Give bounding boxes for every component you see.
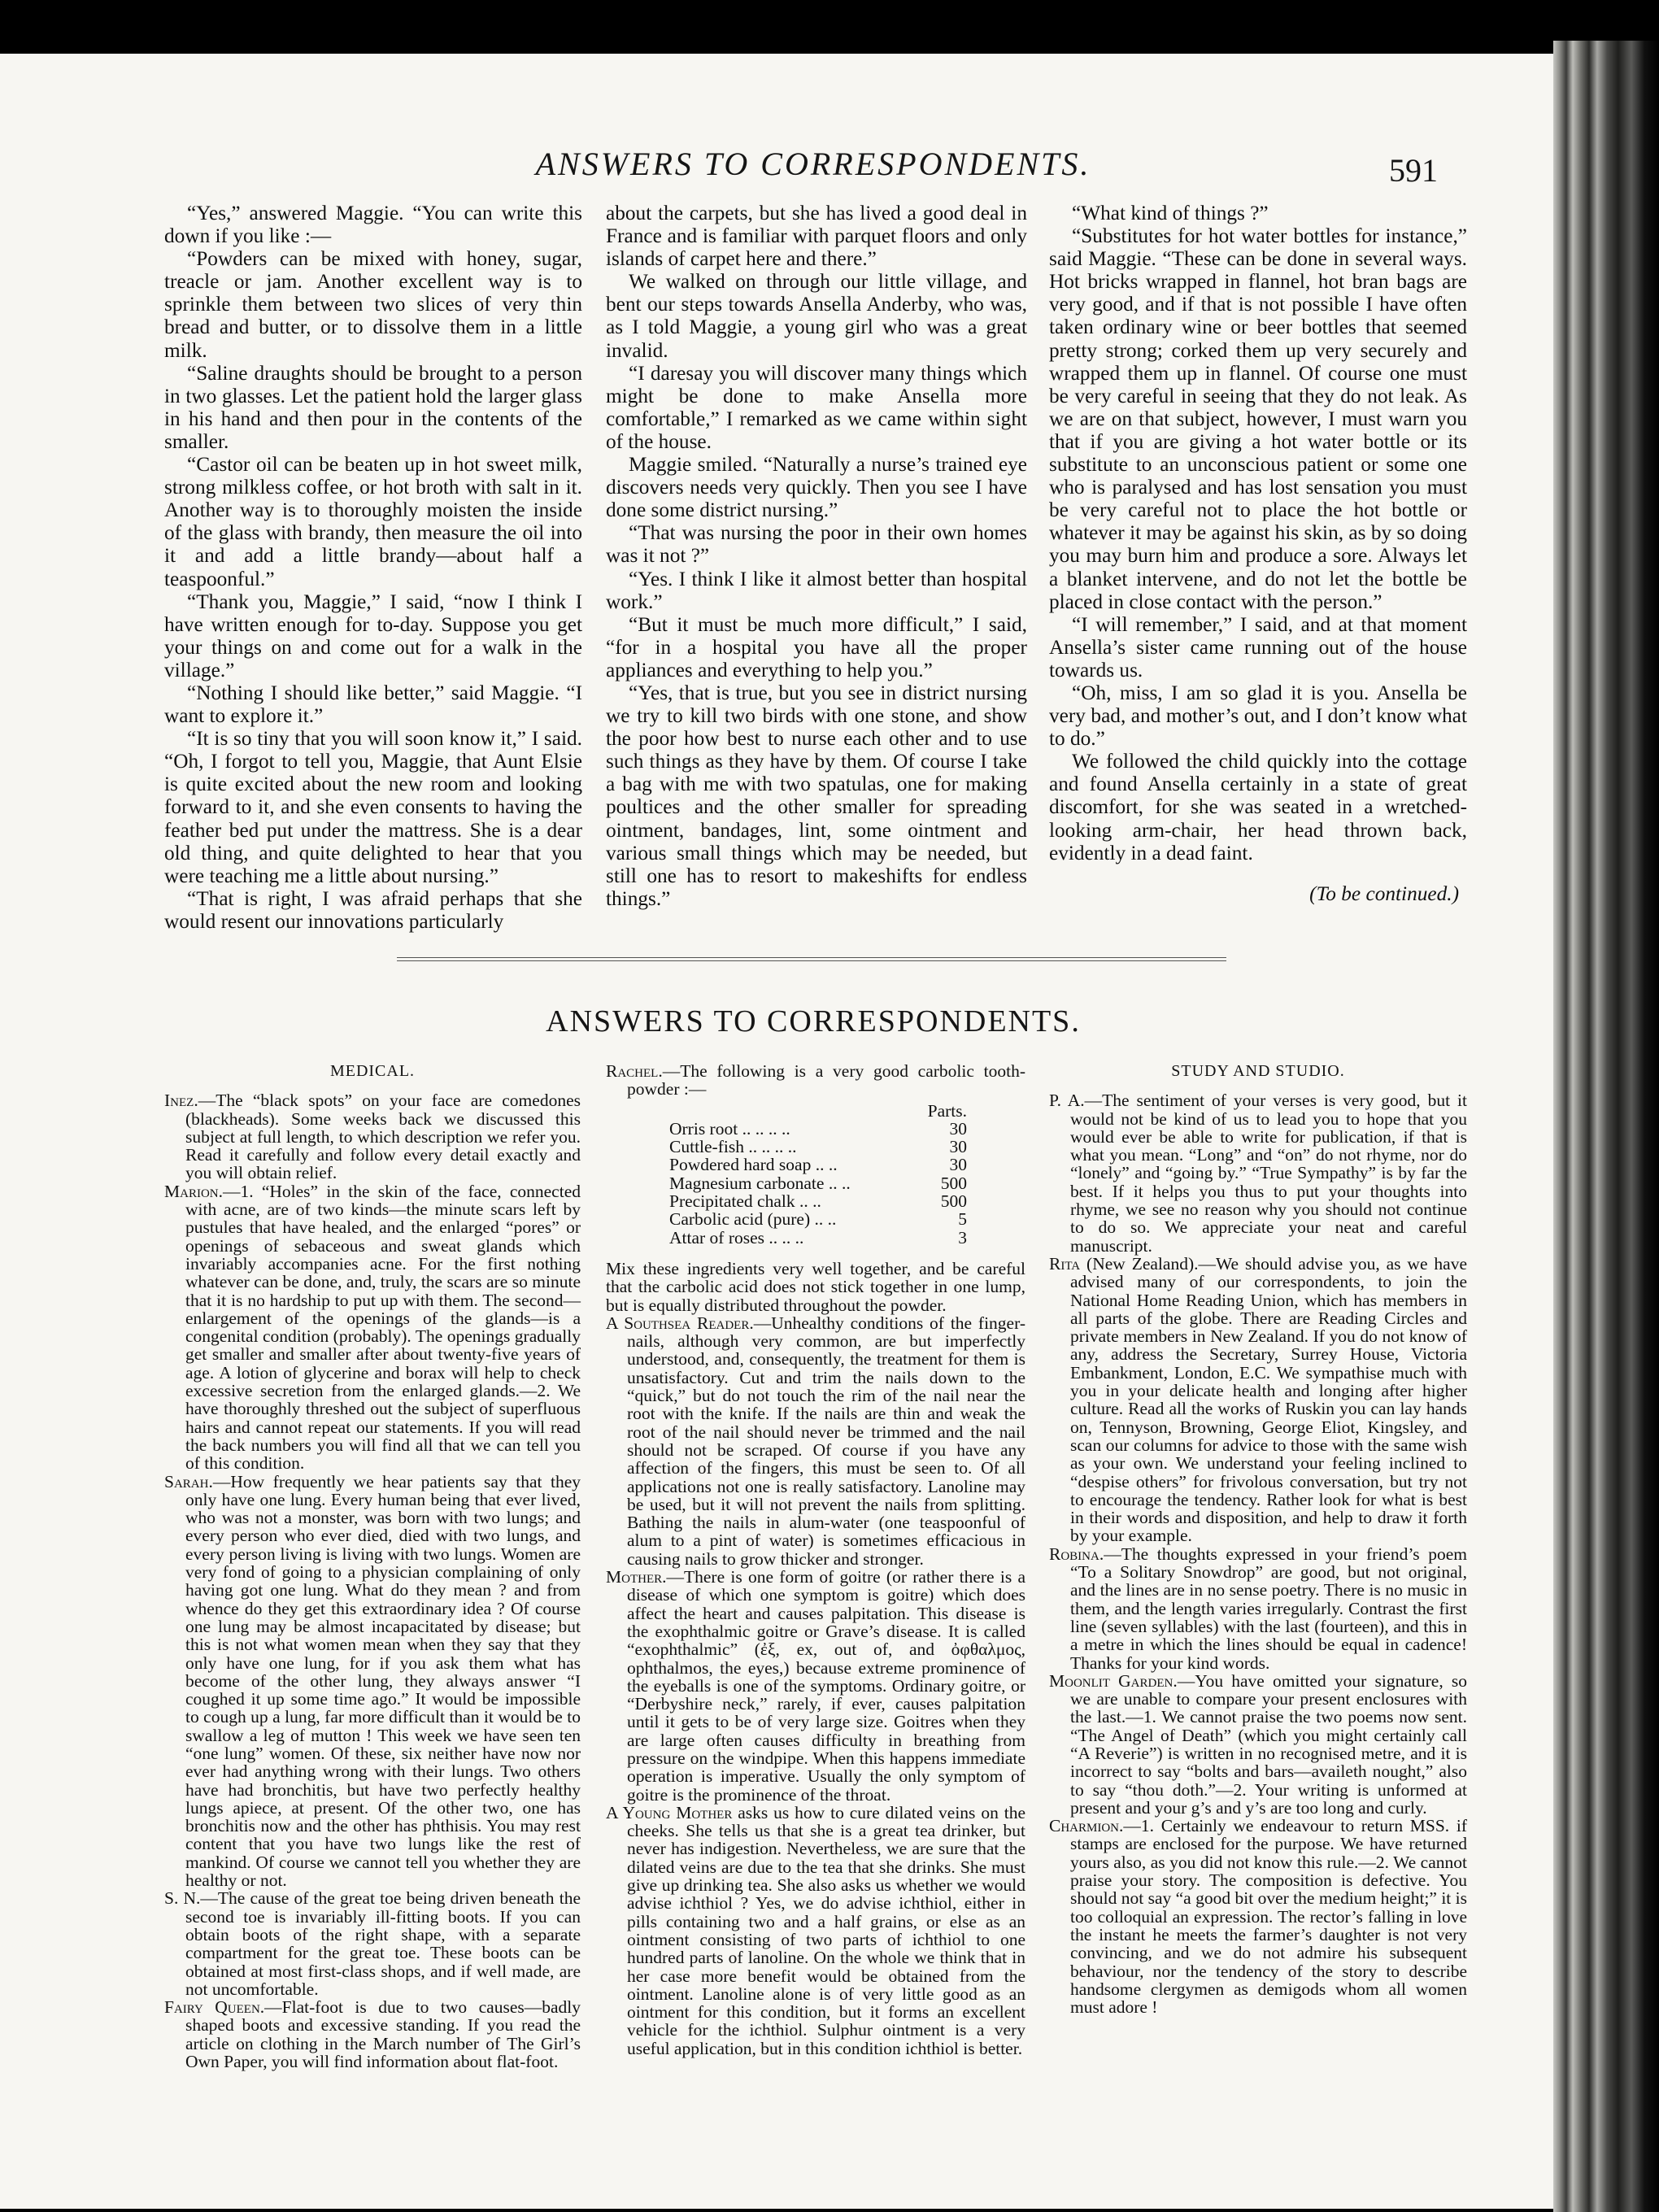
- story-paragraph: Maggie smiled. “Naturally a nurse’s trained eye discovers needs very quickly. Then you see I have done some district nursing.”: [606, 453, 1027, 522]
- answer-entry: [1049, 1545, 1467, 1672]
- story-paragraph: “Substitutes for hot water bottles for instance,” said Maggie. “These can be done in several ways. Hot bricks wrapped in flannel, hot bran bags are very good, and if that is not possible I have often taken ordinary wine or beer bottles that seemed pretty strong; corked them up very securely and wrapped them up in flannel. Of course one must be very careful in seeing that they do not leak. As we are on that subject, however, I must warn you that if you are giving a hot water bottle or its substitute to an unconscious patient or some one who is paralysed and has lost sensation you must be very careful not to place the hot bottle or whatever it may be against his skin, as by so doing you may burn him and produce a sore. Always let a blanket intervene, and do not let the bottle be placed in close contact with the person.”: [1049, 224, 1467, 613]
- recipe-qty: 500: [940, 1191, 967, 1212]
- answer-entry: [1049, 1255, 1467, 1545]
- story-paragraph: “What kind of things ?”: [1072, 202, 1269, 224]
- recipe-qty: 5: [958, 1209, 967, 1230]
- recipe-item: Powdered hard soap .. ..: [669, 1155, 838, 1175]
- recipe-item: Precipitated chalk .. ..: [669, 1191, 821, 1212]
- correspondent-name: Charmion.: [1049, 1816, 1124, 1836]
- story-paragraph: “Yes,” answered Maggie. “You can write this down if you like :—: [164, 202, 582, 248]
- correspondent-name: P. A.: [1049, 1091, 1085, 1111]
- recipe-table: [669, 1102, 967, 1247]
- recipe-parts-header: Parts.: [927, 1100, 967, 1121]
- answer-text: —You have omitted your signature, so we are unable to compare your present enclosures with the last.—1. We cannot praise the two poems now sent. “The Angel of Death” (which you might certainly call “A Reverie”) is written in no recognised metre, and it is incorrect to say “bolts and bars—availeth nought,” also to say “thou doth.”—2. Your writing is unformed at present and your g’s and y’s are too long and curly.: [1070, 1670, 1467, 1818]
- story-paragraph: “I daresay you will discover many things which might be done to make Ansella more comfortable,” I remarked as we came within sight of the house.: [606, 361, 1027, 453]
- recipe-row: [669, 1192, 967, 1210]
- recipe-instructions: Mix these ingredients very well together, and be careful that the carbolic acid does not stick together in one lump, but is equally distributed throughout the powder.: [606, 1258, 1025, 1315]
- answer-text: —The “black spots” on your face are comedones (blackheads). Some weeks back we discussed this subject at full length, to which description we refer you. Read it carefully and follow every detail exactly and you will obtain relief.: [185, 1091, 581, 1183]
- middle-answers-column: [606, 1062, 1025, 2057]
- recipe-qty: 500: [940, 1173, 967, 1193]
- answer-entry: [164, 1473, 581, 1890]
- story-paragraph: “That was nursing the poor in their own homes was it not ?”: [606, 521, 1027, 568]
- answer-entry: [1049, 1091, 1467, 1255]
- story-paragraph: We followed the child quickly into the cottage and found Ansella certainly in a state of great discomfort, for she was seated in a wretched-looking arm-chair, her head thrown back, evidently in a dead faint.: [1049, 750, 1467, 864]
- answer-text: —1. Certainly we endeavour to return MSS. if stamps are enclosed for the purpose. We have returned yours also, as you did not know this rule.—2. We cannot praise your story. The composition is defective. You should not say “a good bit over the medium height;” it is too colloquial an expression. The rector’s falling in love the instant he meets the farmer’s daughter is not very convincing, and we do not admire his subsequent behaviour, nor the tendency of the story to describe handsome clergymen as demigods whom all women must adore !: [1070, 1816, 1467, 2018]
- answer-entry: [164, 1182, 581, 1473]
- answer-text: asks us how to cure dilated veins on the cheeks. She tells us that she is a great tea drinker, but never has indigestion. Nevertheless, we are sure that the dilated veins are due to the tea that she drinks. She must give up drinking tea. She also asks us whether we would advise ichthiol ? Yes, we do advise ichthiol, either in pills containing two and a half grains, or else as an ointment consisting of two parts of ichthiol to one hundred parts of lanoline. On the whole we think that in her case more benefit would be obtained from the ointment. Lanoline alone is of very little good as an ointment for this condition, but it forms an excellent vehicle for the ichthiol. Sulphur ointment is a very useful application, but in this condition ichthiol is better.: [627, 1802, 1026, 2058]
- correspondent-name: A Young Mother: [606, 1802, 733, 1822]
- recipe-item: Magnesium carbonate .. ..: [669, 1173, 851, 1193]
- recipe-row: [669, 1174, 967, 1192]
- story-column-1: [164, 202, 582, 933]
- answer-text: —Unhealthy conditions of the finger-nails, although very common, are but imperfectly understood, and, consequently, the treatment for them is unsatisfactory. Cut and trim the nails down to the “quick,” but do not touch the rim of the nail near the root with the knife. If the nails are thin and weak the root of the nail should never be trimmed and the nail should not be scraped. Of course if you have any affection of the fingers, this must be seen to. Of all applications not one is really satisfactory. Lanoline may be used, but it will not prevent the nails from splitting. Bathing the nails in alum-water (one teaspoonful of alum to a pint of water) is sometimes efficacious in causing nails to grow thicker and stronger.: [627, 1313, 1025, 1569]
- answer-entry: [606, 1804, 1025, 2057]
- correspondent-name: Mother.: [606, 1567, 667, 1587]
- answer-text: —There is one form of goitre (or rather there is a disease of which one symptom is goitre) which does affect the heart and causes palpitation. This disease is the exophthalmic goitre or Grave’s disease. It is called “exophthalmic” (ἐξ, ex, out of, and ὀφθαλμος, ophthalmos, the eyes,) because extreme prominence of the eyeballs is one of the symptoms. Ordinary goitre, or “Derbyshire neck,” rarely, if ever, causes palpitation until it gets to be of very large size. Goitres when they are large often causes difficulty in breathing from pressure on the windpipe. When this happens immediate operation is imperative. Usually the only symptom of goitre is the prominence of the throat.: [627, 1567, 1025, 1805]
- running-header: ANSWERS TO CORRESPONDENTS.: [535, 146, 1091, 182]
- answer-text: —Flat-foot is due to two causes—badly shaped boots and excessive standing. If you read the article on clothing in the March number of The Girl’s Own Paper, you will find information about flat-foot.: [185, 1997, 581, 2072]
- answer-entry: [1049, 1672, 1467, 1817]
- study-and-studio-column: [1049, 1062, 1467, 2016]
- story-paragraph: “Thank you, Maggie,” I said, “now I think I have written enough for to-day. Suppose you get your things on and come out for a walk in the village.”: [164, 590, 582, 681]
- story-paragraph: “Saline draughts should be brought to a person in two glasses. Let the patient hold the larger glass in his hand and then pour in the contents of the smaller.: [164, 361, 582, 453]
- story-column-2: [606, 202, 1027, 910]
- story-paragraph: “Powders can be mixed with honey, sugar, treacle or jam. Another excellent way is to sprinkle them between two slices of very thin bread and butter, or to dissolve them in a little milk.: [164, 247, 582, 362]
- to-be-continued: (To be continued.): [1309, 882, 1459, 905]
- correspondent-name: Rita: [1049, 1253, 1081, 1274]
- answer-entry: [606, 1062, 1025, 1099]
- story-paragraph: “Nothing I should like better,” said Maggie. “I want to explore it.”: [164, 681, 582, 728]
- recipe-row: [669, 1120, 967, 1138]
- correspondent-name: A Southsea Reader.: [606, 1313, 754, 1333]
- answer-entry: [606, 1568, 1025, 1804]
- book-binding-edge: [1553, 41, 1659, 2212]
- story-paragraph: “But it must be much more difficult,” I said, “for in a hospital you have all the proper appliances and everything to help you.”: [606, 612, 1027, 681]
- answer-text: —The sentiment of your verses is very good, but it would not be kind of us to lead you to hope that you would ever be able to write for publication, if that is what you mean. “Long” and “on” do not rhyme, nor do “lonely” and “going by.” “True Sympathy” is by far the best. If it helps you thus to put your thoughts into rhyme, we see no reason why you should not continue to do so. We appreciate your neat and careful manuscript.: [1070, 1091, 1467, 1256]
- recipe-row: [669, 1210, 967, 1228]
- correspondent-name: Moonlit Garden.: [1049, 1670, 1178, 1691]
- answer-text: (New Zealand).—We should advise you, as we have advised many of our correspondents, to join the National Home Reading Union, which has members in all parts of the globe. There are Reading Circles and private members in New Zealand. If you do not know of any, address the Secretary, Surrey House, Victoria Embankment, London, E.C. We sympathise much with you in your delicate health and longing after higher culture. Read all the works of Ruskin you can lay hands on, Tennyson, Browning, George Eliot, Kingsley, and scan our columns for advice to those with the same wish as your own. We understand your feeling inclined to “despise others” for frivolous conversation, but try not to encourage the tendency. Rather look for what is best in their words and disposition, and help to draw it forth by your example.: [1070, 1253, 1467, 1546]
- recipe-item: Orris root .. .. .. ..: [669, 1118, 790, 1139]
- story-paragraph: “Oh, miss, I am so glad it is you. Ansella be very bad, and mother’s out, and I don’t know what to do.”: [1049, 681, 1467, 751]
- recipe-row: [669, 1229, 967, 1247]
- medical-heading: MEDICAL.: [329, 1062, 416, 1080]
- answer-text: —How frequently we hear patients say that they only have one lung. Every human being that ever lived, who was not a monster, was born with two lungs; and every person who ever died, died with two lungs, and every person living is living with two lungs. Women are very fond of going to a physician complaining of only having got one lung. What do they mean ? and from whence do they get this extraordinary idea ? Of course one lung may be almost incapacitated by disease; but this is not what women mean when they say that they only have one lung, for if you ask them what has become of the other lung, they always answer “I coughed it up some time ago.” It would be impossible to cough up a lung, far more difficult than it would be to swallow a leg of mutton ! This week we have seen ten “one lung” women. Of these, six neither have now nor ever had anything wrong with their lungs. Two others have had bronchitis, but have two perfectly healthy lungs apiece, at present. Of the other two, one has bronchitis now and the other has phthisis. You may rest content that you have two lungs like the rest of mankind. Of course we cannot tell you whether they are healthy or not.: [185, 1471, 581, 1891]
- correspondent-name: Fairy Queen.: [164, 1997, 265, 2018]
- section-divider-rule: [397, 957, 1226, 961]
- correspondent-name: Rachel.: [606, 1061, 663, 1081]
- recipe-qty: 30: [949, 1137, 967, 1157]
- answer-entry: [164, 1998, 581, 2070]
- correspondent-name: Inez.: [164, 1091, 198, 1111]
- answer-text: —The following is a very good carbolic tooth-powder :—: [627, 1061, 1025, 1099]
- page-number: 591: [1389, 152, 1438, 189]
- recipe-row: [669, 1138, 967, 1156]
- answer-text: —The cause of the great toe being driven beneath the second toe is invariably ill-fitting boots. If you can obtain boots of the right shape, with a separate compartment for the great toe. These boots can be obtained at most first-class shops, and if well made, are not uncomfortable.: [185, 1888, 581, 1999]
- answer-entry: [1049, 1817, 1467, 2016]
- story-paragraph: “That is right, I was afraid perhaps that she would resent our innovations particularly: [164, 886, 582, 933]
- medical-column: [164, 1062, 581, 2070]
- correspondent-name: Robina.: [1049, 1544, 1104, 1564]
- story-paragraph: about the carpets, but she has lived a good deal in France and is familiar with parquet floors and only islands of carpet here and there.”: [606, 202, 1027, 271]
- answer-entry: [164, 1091, 581, 1182]
- story-paragraph: “It is so tiny that you will soon know it,” I said. “Oh, I forgot to tell you, Maggie, that Aunt Elsie is quite excited about the new room and looking forward to it, and she even consents to having the feather bed put under the mattress. She is a dear old thing, and quite delighted to hear that you were teaching me a little about nursing.”: [164, 727, 582, 887]
- section-title: ANSWERS TO CORRESPONDENTS.: [546, 1004, 1081, 1039]
- story-paragraph: “Yes. I think I like it almost better than hospital work.”: [606, 567, 1027, 613]
- correspondent-name: Marion.: [164, 1181, 223, 1201]
- story-column-3: [1049, 202, 1467, 905]
- story-paragraph: “I will remember,” I said, and at that moment Ansella’s sister came running out of the house towards us.: [1049, 612, 1467, 681]
- answer-entry: [164, 1889, 581, 1998]
- story-paragraph: “Yes, that is true, but you see in district nursing we try to kill two birds with one stone, and show the poor how best to nurse each other and to use such things as they have by them. Of course I take a bag with me with two spatulas, one for making poultices and the other smaller for spreading ointment, bandages, lint, some ointment and various small things which may be needed, but still one has to resort to makeshifts for endless things.”: [606, 681, 1027, 910]
- study-heading: STUDY AND STUDIO.: [1171, 1062, 1345, 1080]
- recipe-item: Carbolic acid (pure) .. ..: [669, 1209, 837, 1230]
- correspondent-name: Sarah.: [164, 1471, 213, 1491]
- correspondent-name: S. N.: [164, 1888, 201, 1909]
- story-paragraph: “Castor oil can be beaten up in hot sweet milk, strong milkless coffee, or hot broth with salt in it. Another way is to thoroughly moisten the inside of the glass with brandy, then measure the oil into it and add a little brandy—about half a teaspoonful.”: [164, 453, 582, 590]
- answer-text: —The thoughts expressed in your friend’s poem “To a Solitary Snowdrop” are good, but not original, and the lines are in no sense poetry. There is no music in them, and the length varies irregularly. Contrast the first line (seven syllables) with the last (fourteen), and this in a metre in which the lines should be equal in cadence! Thanks for your kind words.: [1070, 1544, 1467, 1673]
- story-paragraph: We walked on through our little village, and bent our steps towards Ansella Anderby, who was, as I told Maggie, a young girl who was a great invalid.: [606, 270, 1027, 362]
- answer-entry: [606, 1314, 1025, 1568]
- answer-text: —1. “Holes” in the skin of the face, connected with acne, are of two kinds—the minute scars left by pustules that have healed, and the enlarged “pores” or openings of sebaceous and sweat glands which invariably accompanies acne. For the first nothing whatever can be done, and, truly, the scars are so minute that it is no hardship to put up with them. The second—enlargement of the openings of the glands—is a congenital condition (probably). The openings gradually get smaller and smaller after about twenty-five years of age. A lotion of glycerine and borax will help to check excessive secretion from the enlarged glands.—2. We have thoroughly threshed out the subject of superfluous hairs and cannot repeat our statements. If you will read the back numbers you will find all that we can tell you of this condition.: [185, 1181, 581, 1474]
- recipe-item: Cuttle-fish .. .. .. ..: [669, 1137, 797, 1157]
- recipe-qty: 3: [958, 1227, 967, 1248]
- recipe-item: Attar of roses .. .. ..: [669, 1227, 804, 1248]
- recipe-row: [669, 1156, 967, 1173]
- recipe-qty: 30: [949, 1155, 967, 1175]
- recipe-qty: 30: [949, 1118, 967, 1139]
